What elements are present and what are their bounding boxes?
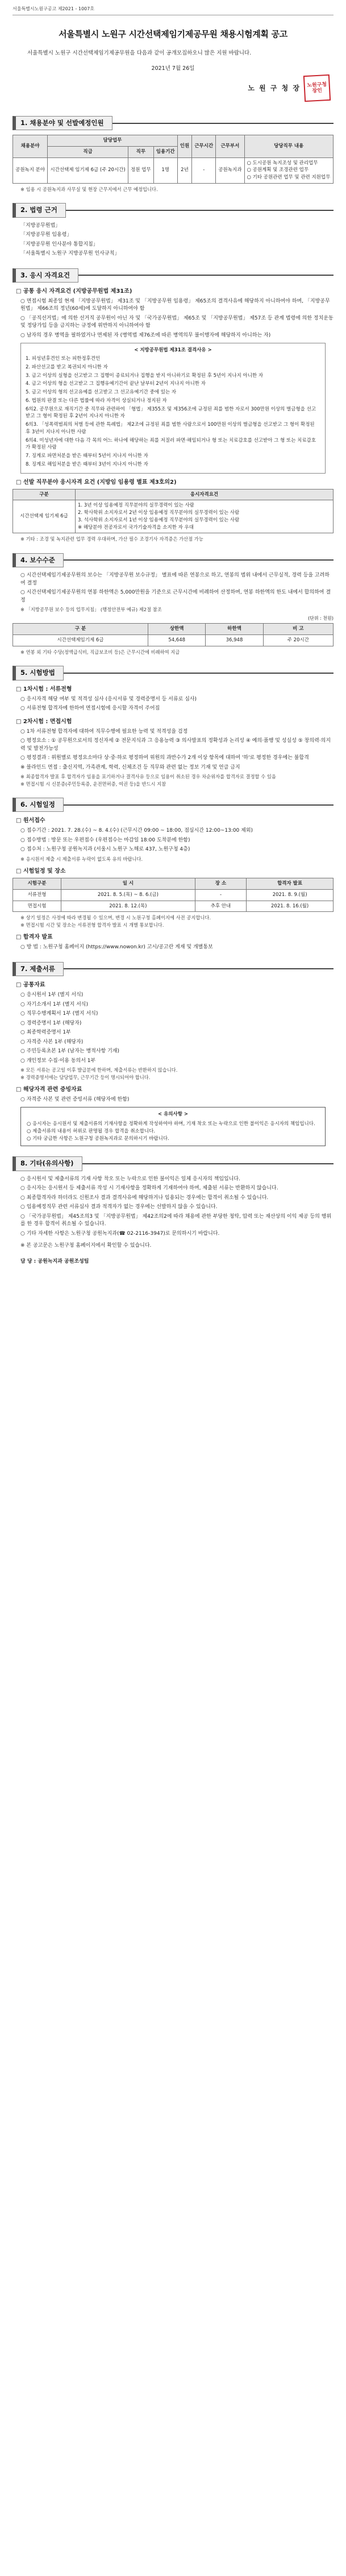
- paragraph: ○ 남자의 경우 병역을 필하였거나 면제된 자 (병역법 제76조에 따른 병역의무 불이행자에 해당하지 아니하는 자): [20, 332, 271, 338]
- list-item: ○ 임용예정직무 관련 서류심사 결과 적격자가 없는 경우에는 선발하지 않을 수 있습니다.: [20, 1204, 218, 1210]
- paragraph-note: ※ 「지방공무원 보수 등의 업무지침」 (행정안전부 예규) 제2절 참조: [20, 607, 162, 613]
- table-row: [13, 901, 334, 912]
- list-item: ○ 제출서류의 내용이 허위로 판명될 경우 합격을 취소합니다.: [27, 1128, 156, 1134]
- col-requirement: 응시자격요건: [76, 489, 334, 500]
- section-recruitment: [12, 116, 334, 193]
- section-exam-method: [12, 666, 334, 787]
- recruitment-table: [12, 135, 334, 184]
- list-item: ○ 경력증명서 1부 (해당자): [20, 1020, 82, 1026]
- table-row: [13, 889, 334, 901]
- col-place: 장 소: [195, 878, 246, 890]
- section-rule: [112, 123, 334, 124]
- subsection-title: □ 공통자료: [16, 982, 45, 989]
- subsection-title: □ 선발 직무분야 응시자격 요건 (지방임 임용령 별표 제3호의2): [16, 479, 177, 486]
- list-item: ○ 최종합격자라 하더라도 신원조사 결과 결격사유에 해당하거나 임용되는 경우에는 합격이 취소될 수 있습니다.: [20, 1194, 269, 1201]
- list-item: ○ 직무수행계획서 1부 (별지 서식): [20, 1011, 98, 1017]
- section-salary: [12, 553, 334, 656]
- list-item: 「지방공무원 인사분야 통합지침」: [20, 241, 98, 247]
- paragraph-note: ※ 면접시험 시 신분증(주민등록증, 운전면허증, 여권 등)을 반드시 지참: [20, 781, 166, 787]
- col-datetime: 일 시: [61, 878, 195, 890]
- section-other: [12, 1156, 334, 1266]
- paragraph: ○ 방 법 : 노원구청 홈페이지 (https://www.nowon.kr) 고시/공고란 게재 및 개별통보: [20, 944, 213, 951]
- paragraph: ○ 1차 서류전형 합격자에 대하여 직무수행에 필요한 능력 및 적격성을 검정: [20, 728, 188, 735]
- subsection-title: □ 1차시험 : 서류전형: [16, 686, 72, 692]
- section-documents: [12, 962, 334, 1147]
- section-qualification: [12, 268, 334, 543]
- disqualification-box: [20, 343, 326, 473]
- table-row: [13, 635, 334, 646]
- paragraph: ○ 서류전형 합격자에 한하여 면접시험에 응시할 자격이 주어짐: [20, 706, 160, 712]
- section-title: 4. 보수수준: [12, 553, 64, 567]
- paragraph-note: ※ 모든 서류는 공고일 이후 발급분에 한하며, 제출서류는 반환하지 않습니다.: [20, 1067, 178, 1073]
- paragraph-note: ※ 상기 일정은 사정에 따라 변경될 수 있으며, 변경 시 노원구청 홈페이지에 사전 공지합니다.: [20, 915, 211, 921]
- list-item: 「지방공무원 임용령」: [20, 232, 72, 238]
- section-rule: [82, 1163, 334, 1164]
- list-item: ○ 응시자는 응시원서 등 제출서류 작성 시 기재사항을 정확하게 기재하여야 하며, 제출된 서류는 반환하지 않습니다.: [20, 1185, 278, 1192]
- list-item: 5. 금고 이상의 형의 선고유예를 선고받고 그 선고유예기간 중에 있는 자: [26, 389, 177, 396]
- requirement-item: 3. 석사학위 소지자로서 1년 이상 임용예정 직무분야의 실무경력이 있는 사람: [78, 517, 240, 523]
- cell-hours: -: [192, 157, 216, 183]
- section-title: 1. 채용분야 및 선발예정인원: [12, 116, 112, 130]
- col-headcount: 인원: [177, 135, 192, 158]
- section-title: 3. 응시 자격요건: [12, 268, 78, 283]
- section-header: [12, 1156, 334, 1171]
- subsection-title: □ 시험일정 및 장소: [16, 868, 66, 875]
- section-legal-basis: [12, 203, 334, 258]
- list-item: ○ 자기소개서 1부 (별지 서식): [20, 1001, 88, 1007]
- list-item: 1. 피성년후견인 또는 피한정후견인: [26, 356, 101, 362]
- section-header: [12, 666, 334, 680]
- subsection-title: □ 원서접수: [16, 818, 45, 824]
- cell-datetime: 2021. 8. 12.(목): [61, 901, 195, 912]
- list-item: 6의3. 「성폭력범죄의 처벌 등에 관한 특례법」 제2조에 규정된 죄를 범한 사람으로서 100만원 이상의 벌금형을 선고받고 그 형이 확정된 후 3년이 지나지 아니한 사람: [26, 422, 315, 435]
- issuer-row: [12, 75, 334, 101]
- section-note: ※ 임용 시 공원녹지과 사무실 및 현장 근무지에서 근무 예정입니다.: [20, 186, 158, 192]
- list-item: 6의4. 미성년자에 대한 다음 각 목의 어느 하나에 해당하는 죄를 저질러 파면·해임되거나 형 또는 치료감호를 선고받아 그 형 또는 치료감호가 확정된 사람: [26, 437, 316, 451]
- paragraph: ○ 시간선택제임기제공무원의 보수는 「지방공무원 보수규정」 별표에 따른 연봉으로 하고, 연봉의 범위 내에서 근무실적, 경력 등을 고려하여 결정: [20, 573, 330, 586]
- list-item: 6의2. 공무원으로 재직기간 중 직무와 관련하여 「형법」 제355조 및 제356조에 규정된 죄를 범한 자로서 300만원 이상의 벌금형을 선고받고 그 형이 확정된 후 2년이 지나지 아니한 자: [26, 406, 316, 420]
- list-item: 8. 징계로 해임처분을 받은 때부터 3년이 지나지 아니한 자: [26, 461, 148, 467]
- subsection-title: □ 해당자격 관련 증빙자료: [16, 1086, 82, 1093]
- cell-rank: 시간선택제 임기제 6급 (주 20시간): [48, 157, 128, 183]
- list-item: ○ 기타 자세한 사항은 노원구청 공원녹지과(☎ 02-2116-3947)로 문의하시기 바랍니다.: [20, 1230, 220, 1237]
- section-title: 6. 시험일정: [12, 798, 64, 812]
- official-seal: 노원구청장인: [303, 74, 331, 102]
- issuer-name: 노 원 구 청 장: [248, 84, 301, 92]
- cell-field: 공원녹지 분야: [13, 157, 48, 183]
- col-field: 채용분야: [13, 135, 48, 158]
- cell-min: 36,948: [206, 635, 263, 646]
- paragraph: ○ 시간선택제임기제공무원의 연봉 하한액은 5,000만원을 기준으로 근무시간에 비례하여 산정하며, 연봉 하한액의 한도 내에서 합의하여 결정: [20, 590, 331, 603]
- list-item: ○ 자격증 사본 1부 (해당자): [20, 1039, 84, 1045]
- cell-dept: 공원녹지과: [216, 157, 244, 183]
- col-min: 하한액: [206, 624, 263, 635]
- cell-exam: 서류전형: [13, 889, 61, 901]
- section-title: 5. 시험방법: [12, 666, 64, 680]
- paragraph-note: ※ 면접시험 시간 및 장소는 서류전형 합격자 발표 시 개별 통보합니다.: [20, 922, 164, 928]
- table-row: [13, 500, 334, 533]
- col-desc: 당당직무 내용: [244, 135, 334, 158]
- section-rule: [64, 559, 334, 561]
- notice-date: 2021년 7월 26일: [151, 65, 195, 72]
- col-exam: 시험구분: [13, 878, 61, 890]
- cell-place: -: [195, 889, 246, 901]
- section-title: 2. 법령 근거: [12, 203, 66, 217]
- paragraph-note: ※ 최종합격자 발표 후 합격자가 임용을 포기하거나 결격사유 등으로 임용이 취소된 경우 차순위자를 합격자로 결정할 수 있음: [20, 774, 276, 780]
- col-hours: 근무시간: [192, 135, 216, 158]
- cell-rank: 시간선택제 임기제 6급: [13, 500, 76, 533]
- section-header: [12, 268, 334, 283]
- col-type: 구 분: [13, 624, 148, 635]
- list-item: ○ 최종학력증명서 1부: [20, 1030, 71, 1036]
- cell-announce: 2021. 8. 9.(월): [247, 889, 334, 901]
- section-schedule: [12, 798, 334, 952]
- col-max: 상한액: [148, 624, 206, 635]
- cell-duty: 정원 업무: [128, 157, 153, 183]
- section-rule: [66, 210, 334, 211]
- subsection-title: □ 공통 응시 자격요건 (지방공무원법 제31조): [16, 288, 132, 294]
- list-item: 「지방공무원법」: [20, 222, 61, 229]
- title-block: [12, 28, 334, 41]
- requirement-item: 2. 학사학위 소지자로서 2년 이상 임용예정 직무분야의 실무경력이 있는 사람: [78, 510, 240, 516]
- section-rule: [78, 275, 334, 276]
- section-title: 8. 기타(유의사항): [12, 1156, 82, 1171]
- list-item: ○ 「국가공무원법」 제45조의3 및 「지방공무원법」 제42조의2에 따라 채용에 관한 부당한 청탁, 압력 또는 재산상의 이익 제공 등의 행위를 한 경우 합격이 취소될 수 있습니다.: [20, 1213, 332, 1227]
- section-rule: [64, 804, 334, 806]
- salary-table: [12, 623, 334, 646]
- paragraph: ○ 평정요소 : ① 공무원으로서의 정신자세 ② 전문지식과 그 응용능력 ③ 의사발표의 정확성과 논리성 ④ 예의·품행 및 성실성 ⑤ 창의력·의지력 및 발전가능성: [20, 738, 331, 752]
- notice-reference-number: 서울특별시노원구공고 제2021 - 1007호: [12, 5, 334, 15]
- paragraph-note: ※ 경력증명서에는 담당업무, 근무기간 등이 명시되어야 합니다.: [20, 1074, 151, 1080]
- col-job: 직무: [128, 146, 153, 157]
- section-rule: [64, 673, 334, 674]
- list-item: 2. 파산선고를 받고 복권되지 아니한 자: [26, 364, 108, 370]
- col-announce: 합격자 발표: [247, 878, 334, 890]
- box-title: < 지방공무원법 제31조 결격사유 >: [134, 347, 212, 354]
- box-title: < 유의사항 >: [157, 1111, 188, 1118]
- caution-box: [20, 1107, 326, 1146]
- paragraph: ○ 자격증 사본 및 관련 증빙서류 (해당자에 한함): [20, 1096, 130, 1102]
- section-title: 7. 제출서류: [12, 962, 64, 976]
- cell-max: 54,648: [148, 635, 206, 646]
- cell-datetime: 2021. 8. 5.(목) ~ 8. 6.(금): [61, 889, 195, 901]
- paragraph: ○ 접수방법 : 방문 또는 우편접수 (우편접수는 마감일 18:00 도착분에 한함): [20, 837, 190, 843]
- cell-requirements: [76, 500, 334, 533]
- requirement-item: 1. 3년 이상 임용예정 직무분야의 실무경력이 있는 사람: [78, 503, 194, 509]
- subsection-title: □ 2차시험 : 면접시험: [16, 718, 72, 725]
- col-type: 구분: [13, 489, 76, 500]
- section-header: [12, 203, 334, 217]
- footer-note: ※ 본 공고문은 노원구청 홈페이지에서 확인할 수 있습니다.: [20, 1243, 152, 1249]
- paragraph: ○ 평정결과 : 위원별로 평정요소마다 상·중·하로 평정하여 위원의 과반수가 2개 이상 항목에 대하여 '하'로 평정한 경우에는 불합격: [20, 755, 309, 761]
- list-item: ○ 응시원서 및 제출서류의 기재 사항 착오 또는 누락으로 인한 불이익은 일체 응시자의 책임입니다.: [20, 1176, 240, 1182]
- cell-term: 1명: [153, 157, 177, 183]
- paragraph: ○ 「공직선거법」에 의한 선거직 공무원이 아닌 자 및 「국가공무원법」 제65조 및 「지방공무원법」 제57조 등 관계 법령에 의한 정치운동 및 정당가입 등을 금지하는 규정에 위반하지 아니하여야 함: [20, 315, 334, 329]
- paragraph-note: ※ 응시원서 제출 시 제출서류 누락이 없도록 유의 바랍니다.: [20, 856, 143, 862]
- list-item: 6. 법원의 판결 또는 다른 법률에 따라 자격이 상실되거나 정지된 자: [26, 397, 167, 404]
- section-header: [12, 116, 334, 130]
- list-item: ○ 응시자는 응시원서 및 제출서류의 기재사항을 정확하게 작성하여야 하며, 기재 착오 또는 누락으로 인한 불이익은 응시자의 책임입니다.: [27, 1121, 315, 1127]
- section-rule: [64, 968, 334, 969]
- paragraph: ○ 응시자격 해당 여부 및 적격성 심사 (응시서류 및 경력증명서 등 서류로 심사): [20, 696, 197, 702]
- cell-desc: ○ 도시공원 녹지조성 및 관리업무 ○ 공원계획 및 조경관련 업무 ○ 기타 공원관련 업무 및 관련 지원업무: [244, 157, 334, 183]
- cell-place: 추후 안내: [195, 901, 246, 912]
- cell-remark: 주 20시간: [263, 635, 333, 646]
- intro-text: 서울특별시 노원구 시간선택제임기제공무원을 다음과 같이 공개모집하오니 많은 지원 바랍니다.: [27, 49, 252, 56]
- notice-title: 서울특별시 노원구 시간선택제임기제공무원 채용시험계획 공고: [59, 29, 287, 39]
- requirement-item: ※ 해당분야 전공자로서 국가기술자격을 소지한 자 우대: [78, 524, 194, 530]
- list-item: 3. 금고 이상의 실형을 선고받고 그 집행이 종료되거나 집행을 받지 아니하기로 확정된 후 5년이 지나지 아니한 자: [26, 372, 264, 379]
- list-item: 「서울특별시 노원구 지방공무원 인사규칙」: [20, 251, 120, 257]
- col-term: 임용기간: [153, 146, 177, 157]
- schedule-table: [12, 878, 334, 912]
- paragraph: ○ 접수기간 : 2021. 7. 28.(수) ~ 8. 4.(수) (근무시간 09:00 ~ 18:00, 점심시간 12:00~13:00 제외): [20, 828, 253, 834]
- list-item: 4. 금고 이상의 형을 선고받고 그 집행유예기간이 끝난 날부터 2년이 지나지 아니한 자: [26, 381, 206, 387]
- list-item: ○ 주민등록초본 1부 (남자는 병적사항 기재): [20, 1048, 120, 1055]
- cell-announce: 2021. 8. 16.(월): [247, 901, 334, 912]
- requirement-note: ※ 기타 : 조경 및 녹지관련 업무 경력 우대하며, 가산 필수 조경기사 자격증은 가산점 가능: [20, 536, 203, 542]
- table-row: [13, 157, 334, 183]
- cell-count: 2년: [177, 157, 192, 183]
- col-rank: 직급: [48, 146, 128, 157]
- list-item: ○ 기타 궁금한 사항은 노원구청 공원녹지과로 문의하시기 바랍니다.: [27, 1135, 169, 1142]
- list-item: ○ 응시원서 1부 (별지 서식): [20, 992, 84, 998]
- section-header: [12, 962, 334, 976]
- cell-type: 시간선택제임기제 6급: [13, 635, 148, 646]
- cell-exam: 면접시험: [13, 901, 61, 912]
- subsection-title: □ 합격자 발표: [16, 934, 53, 941]
- contact-line: 담 당 : 공원녹지과 공원조성팀: [20, 1258, 89, 1264]
- col-dept: 근무부서: [216, 135, 244, 158]
- section-header: [12, 553, 334, 567]
- salary-note: ※ 연봉 외 기타 수당(정액급식비, 직급보조비 등)은 근무시간에 비례하여 지급: [20, 649, 180, 655]
- list-item: 7. 징계로 파면처분을 받은 때부터 5년이 지나지 아니한 자: [26, 453, 148, 459]
- notice-page: [0, 0, 346, 1277]
- col-duty: 담당업무: [48, 135, 178, 147]
- col-remark: 비 고: [263, 624, 333, 635]
- paragraph: ※ 블라인드 면접 : 출신지역, 가족관계, 학력, 신체조건 등 직무와 관련 없는 정보 기재 및 언급 금지: [20, 764, 240, 770]
- section-header: [12, 798, 334, 812]
- paragraph: ○ 면접시험 최종일 현재 「지방공무원법」 제31조 및 「지방공무원 임용령」 제65조의 결격사유에 해당하지 아니하여야 하며, 「지방공무원법」 제66조의 정년(60세)에 도달하지 아니하여야 함: [20, 298, 330, 312]
- paragraph: ○ 접수처 : 노원구청 공원녹지과 (서울시 노원구 노해로 437, 노원구청 4층): [20, 847, 190, 853]
- unit-label: (단위 : 천원): [308, 616, 334, 621]
- list-item: ○ 개인정보 수집·이용 동의서 1부: [20, 1057, 96, 1064]
- requirement-table: [12, 489, 334, 534]
